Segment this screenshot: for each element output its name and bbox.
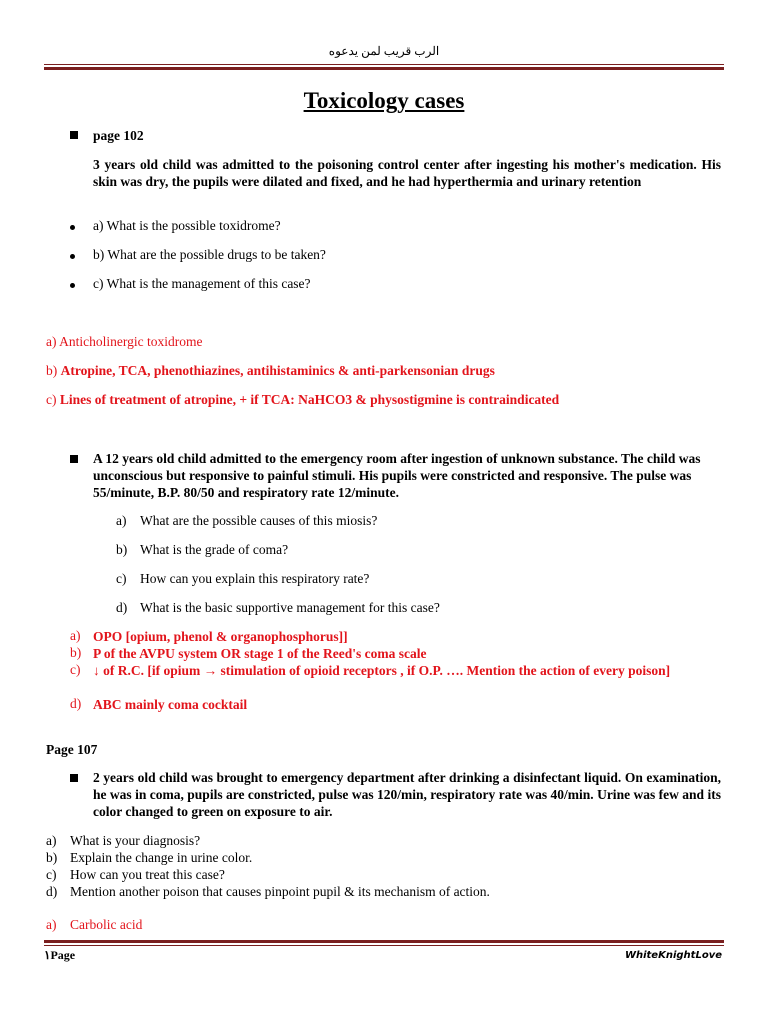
case3-question-a: a) What is your diagnosis?: [46, 833, 201, 848]
footer-page: ١Page: [44, 948, 76, 962]
square-bullet-icon: [70, 455, 78, 463]
case3-page-ref: Page 107: [46, 742, 98, 757]
case2-answer-c-marker: c): [70, 662, 81, 677]
case2-answer-b: P of the AVPU system OR stage 1 of the Reed's coma scale: [93, 646, 427, 661]
case1-answer-c: c) Lines of treatment of atropine, + if TCA: NaHCO3 & physostigmine is contraindicated: [46, 392, 560, 407]
case2-answer-a: OPO [opium, phenol & organophosphorus]]: [93, 629, 348, 644]
case2-answer-d: ABC mainly coma cocktail: [93, 697, 248, 712]
header-rule-thick: [44, 67, 724, 70]
square-bullet-icon: [70, 774, 78, 782]
case2-answer-a-marker: a): [70, 628, 81, 643]
case2-answer-b-marker: b): [70, 645, 82, 660]
bullet-dot-icon: [70, 283, 75, 288]
bullet-dot-icon: [70, 254, 75, 259]
page-title: Toxicology cases: [303, 88, 465, 113]
case3-question-c: c) How can you treat this case?: [46, 867, 225, 882]
case1-answer-a: a) Anticholinergic toxidrome: [46, 334, 203, 349]
bullet-dot-icon: [70, 225, 75, 230]
case2-question-b: b) What is the grade of coma?: [116, 542, 289, 557]
case2-question-a: a) What are the possible causes of this miosis?: [116, 513, 378, 528]
case3-question-d: d) Mention another poison that causes pinpoint pupil & its mechanism of action.: [46, 884, 490, 899]
case3-question-b: b) Explain the change in urine color.: [46, 850, 253, 865]
header-rule-thin: [44, 64, 724, 65]
case1-question-c: c) What is the management of this case?: [93, 276, 311, 291]
case1-question-b: b) What are the possible drugs to be taken?: [93, 247, 326, 262]
case2-question-d: d) What is the basic supportive management for this case?: [116, 600, 440, 615]
case1-scenario: 3 years old child was admitted to the poisoning control center after ingesting his mother's medication. His skin was dry, the pupils were dilated and fixed, and he had hyperthermia and urinary retention: [93, 157, 721, 189]
square-bullet-icon: [70, 131, 78, 139]
case2-answer-d-marker: d): [70, 696, 82, 711]
footer-rule-thick: [44, 940, 724, 943]
footer-author: WhiteKnightLove: [624, 950, 722, 961]
case2-answer-c: ↓ of R.C. [if opium → stimulation of opioid receptors , if O.P. …. Mention the action of every poison]: [93, 663, 671, 678]
case3-scenario: 2 years old child was brought to emergency department after drinking a disinfectant liquid. On examination, he was in coma, pupils are constricted, pulse was 120/min, respiratory rate was 40/min. Urine was few and its color changed to green on exposure to air.: [93, 770, 721, 819]
footer-rule-thin: [44, 945, 724, 946]
case3-answer-a: a) Carbolic acid: [46, 917, 143, 932]
case1-answer-b: b) Atropine, TCA, phenothiazines, antihistaminics & anti-parkensonian drugs: [46, 363, 495, 378]
header-arabic: الرب قريب لمن يدعوه: [328, 44, 440, 58]
case2-scenario: A 12 years old child admitted to the emergency room after ingestion of unknown substance. The child was unconscious but responsive to painful stimuli. His pupils were constricted and responsive. The pulse was 55/minute, B.P. 80/50 and respiratory rate 12/minute.: [93, 451, 701, 500]
case1-page-ref: page 102: [93, 128, 144, 143]
case2-question-c: c) How can you explain this respiratory rate?: [116, 571, 370, 586]
case1-question-a: a) What is the possible toxidrome?: [93, 218, 281, 233]
